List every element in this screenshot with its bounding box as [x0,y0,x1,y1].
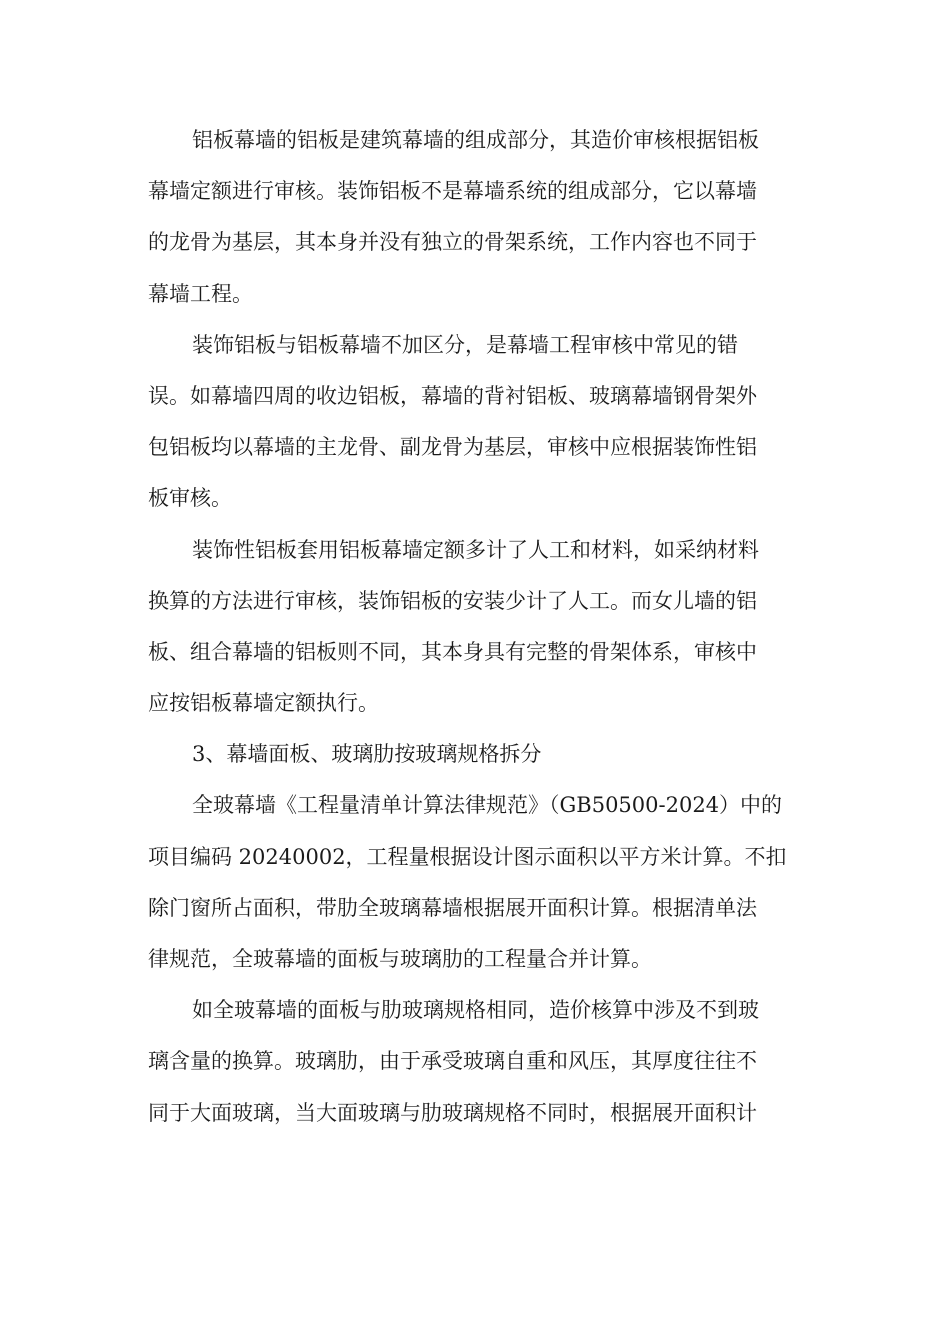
paragraph-1-line-1: 铝板幕墙的铝板是建筑幕墙的组成部分，其造价审核根据铝板 [192,128,759,152]
paragraph-5-line-1: 全玻幕墙《工程量清单计算法律规范》（GB50500-2024）中的 [192,793,783,818]
paragraph-6-line-2: 璃含量的换算。玻璃肋，由于承受玻璃自重和风压，其厚度往往不 [148,1049,757,1074]
paragraph-5-line-4: 律规范，全玻幕墙的面板与玻璃肋的工程量合并计算。 [148,947,652,971]
paragraph-3-line-2: 换算的方法进行审核，装饰铝板的安装少计了人工。而女儿墙的铝 [148,588,757,613]
paragraph-6-line-1: 如全玻幕墙的面板与肋玻璃规格相同，造价核算中涉及不到玻 [192,998,759,1023]
paragraph-3-line-4: 应按铝板幕墙定额执行。 [148,691,379,716]
paragraph-1-line-3: 的龙骨为基层，其本身并没有独立的骨架系统，工作内容也不同于 [148,230,757,255]
document-body [148,115,803,1139]
paragraph-2-line-3: 包铝板均以幕墙的主龙骨、副龙骨为基层，审核中应根据装饰性铝 [148,435,757,460]
paragraph-2-line-2: 误。如幕墙四周的收边铝板，幕墙的背衬铝板、玻璃幕墙钢骨架外 [148,383,757,408]
paragraph-5-line-2: 项目编码 20240002，工程量根据设计图示面积以平方米计算。不扣 [148,844,787,869]
section-heading: 3、幕墙面板、玻璃肋按玻璃规格拆分 [192,742,542,767]
paragraph-6-line-3: 同于大面玻璃，当大面玻璃与肋玻璃规格不同时，根据展开面积计 [148,1100,757,1125]
paragraph-1-line-4: 幕墙工程。 [148,281,253,306]
paragraph-5-line-3: 除门窗所占面积，带肋全玻璃幕墙根据展开面积计算。根据清单法 [148,895,757,920]
paragraph-2-line-4: 板审核。 [148,486,232,511]
paragraph-3-line-3: 板、组合幕墙的铝板则不同，其本身具有完整的骨架体系，审核中 [148,639,757,664]
paragraph-2-line-1: 装饰铝板与铝板幕墙不加区分，是幕墙工程审核中常见的错 [192,332,738,357]
paragraph-1-line-2: 幕墙定额进行审核。装饰铝板不是幕墙系统的组成部分，它以幕墙 [148,179,757,204]
paragraph-3-line-1: 装饰性铝板套用铝板幕墙定额多计了人工和材料，如采纳材料 [192,537,759,562]
